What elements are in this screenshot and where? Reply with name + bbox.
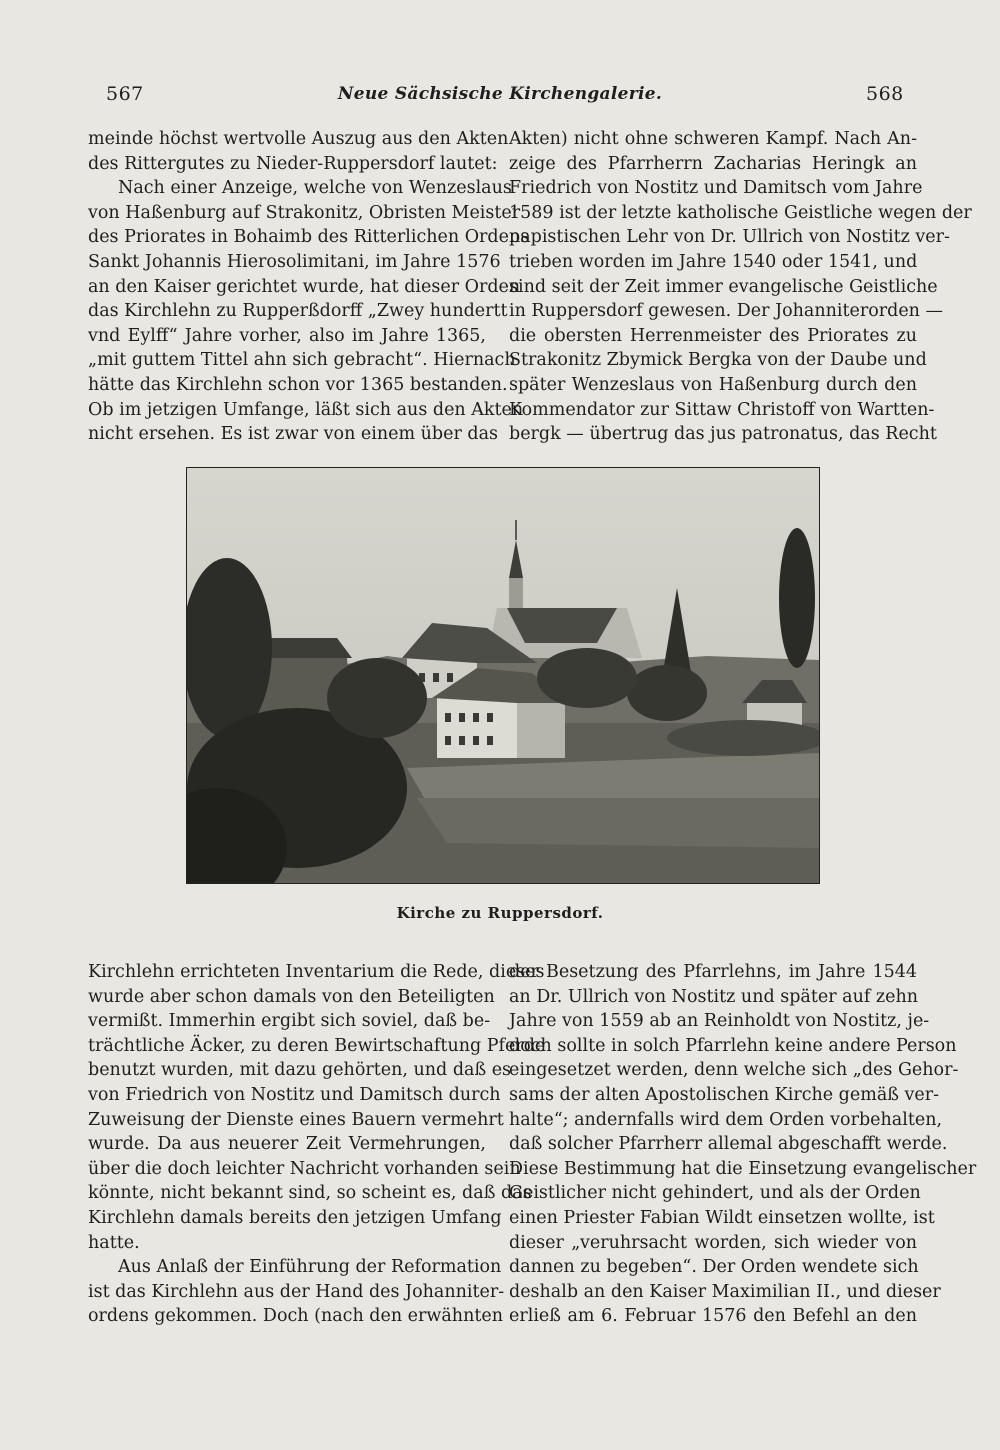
- figure-caption: Kirche zu Ruppersdorf.: [396, 904, 604, 922]
- text-line: der Besetzung des Pfarrlehns, im Jahre 1544: [509, 962, 917, 982]
- text-line: Sankt Johannis Hierosolimitani, im Jahre 1576: [88, 251, 501, 272]
- text-line: deshalb an den Kaiser Maximilian II., und dieser: [509, 1281, 941, 1302]
- text-line: „mit guttem Tittel ahn sich gebracht“. Hiernach: [88, 350, 516, 371]
- text-line: erließ am 6. Februar 1576 den Befehl an den: [509, 1306, 917, 1327]
- text-line: Diese Bestimmung hat die Einsetzung evangelischer: [509, 1158, 977, 1179]
- text-line: wurde aber schon damals von den Beteiligten: [88, 986, 495, 1007]
- page-number-left: 567: [106, 83, 144, 105]
- text-line: nicht ersehen. Es ist zwar von einem über das: [88, 424, 499, 445]
- text-line: ordens gekommen. Doch (nach den erwähnten: [88, 1306, 504, 1327]
- text-line: Kirchlehn damals bereits den jetzigen Umfang: [88, 1207, 502, 1228]
- text-line: Kommendator zur Sittaw Christoff von Wartten-: [509, 399, 935, 420]
- text-line: dannen zu begeben“. Der Orden wendete sich: [509, 1257, 919, 1278]
- text-line: hatte.: [88, 1232, 140, 1253]
- running-head: Neue Sächsische Kirchengalerie.: [337, 84, 663, 104]
- text-line: meinde höchst wertvolle Auszug aus den Akten: [88, 129, 509, 149]
- column-bottom-left: [88, 960, 546, 1329]
- text-line: an Dr. Ullrich von Nostitz und später auf zehn: [509, 986, 919, 1007]
- text-line: Jahre von 1559 ab an Reinholdt von Nostitz, je-: [509, 1011, 930, 1032]
- text-line: halte“; andernfalls wird dem Orden vorbehalten,: [509, 1109, 943, 1130]
- text-line: benutzt wurden, mit dazu gehörten, und daß es: [88, 1060, 512, 1081]
- text-line: wurde. Da aus neuerer Zeit Vermehrungen,: [88, 1134, 486, 1155]
- column-top-right: [509, 127, 972, 447]
- text-line: Akten) nicht ohne schweren Kampf. Nach An-: [509, 129, 917, 149]
- text-line: von Haßenburg auf Strakonitz, Obristen Meister: [88, 202, 521, 223]
- text-line: Strakonitz Zbymick Bergka von der Daube und: [509, 350, 927, 371]
- text-line: vnd Eylff“ Jahre vorher, also im Jahre 1365,: [88, 325, 486, 346]
- text-line: hätte das Kirchlehn schon vor 1365 bestanden.: [88, 374, 508, 395]
- text-line: sams der alten Apostolischen Kirche gemäß ver-: [509, 1084, 940, 1105]
- text-line: papistischen Lehr von Dr. Ullrich von Nostitz ver-: [509, 227, 950, 248]
- text-line: ist das Kirchlehn aus der Hand des Johanniter-: [88, 1281, 505, 1302]
- text-line: des Priorates in Bohaimb des Ritterlichen Ordens: [88, 227, 530, 248]
- text-line: dieser „veruhrsacht worden, sich wieder von: [509, 1232, 917, 1253]
- text-line: zeige des Pfarrherrn Zacharias Heringk an: [509, 153, 917, 174]
- text-line: eingesetzet werden, denn welche sich „des Gehor-: [509, 1060, 959, 1081]
- text-line: vermißt. Immerhin ergibt sich soviel, daß be-: [88, 1011, 491, 1032]
- text-line: 1589 ist der letzte katholische Geistliche wegen der: [509, 202, 972, 223]
- text-line: an den Kaiser gerichtet wurde, hat dieser Orden: [88, 276, 521, 297]
- text-line: bergk — übertrug das jus patronatus, das Recht: [509, 424, 937, 445]
- church-photograph: [186, 467, 820, 884]
- text-line: Friedrich von Nostitz und Damitsch vom Jahre: [509, 178, 923, 199]
- text-line: von Friedrich von Nostitz und Damitsch durch: [88, 1084, 501, 1105]
- text-line: einen Priester Fabian Wildt einsetzen wollte, ist: [509, 1207, 935, 1228]
- text-line: Geistlicher nicht gehindert, und als der Orden: [509, 1183, 921, 1204]
- text-line: Zuweisung der Dienste eines Bauern vermehrt: [88, 1109, 504, 1130]
- text-line: Ob im jetzigen Umfange, läßt sich aus den Akten: [88, 399, 524, 420]
- text-line: später Wenzeslaus von Haßenburg durch den: [509, 374, 917, 395]
- text-line: Aus Anlaß der Einführung der Reformation: [118, 1257, 502, 1278]
- text-line: das Kirchlehn zu Rupperßdorff „Zwey hundertt: [88, 301, 508, 322]
- text-line: Kirchlehn errichteten Inventarium die Rede, dieses: [88, 962, 545, 982]
- text-line: in Ruppersdorf gewesen. Der Johanniterorden —: [509, 301, 944, 322]
- text-line: trächtliche Äcker, zu deren Bewirtschaftung Pferde: [88, 1035, 546, 1056]
- page-number-right: 568: [866, 83, 904, 105]
- text-line: könnte, nicht bekannt sind, so scheint es, daß das: [88, 1183, 532, 1204]
- text-line: daß solcher Pfarrherr allemal abgeschafft werde.: [509, 1134, 948, 1155]
- text-line: über die doch leichter Nachricht vorhanden sein: [88, 1158, 521, 1179]
- text-line: Nach einer Anzeige, welche von Wenzeslaus: [118, 178, 512, 199]
- text-line: trieben worden im Jahre 1540 oder 1541, und: [509, 251, 918, 272]
- text-line: sind seit der Zeit immer evangelische Geistliche: [509, 276, 938, 297]
- text-line: des Rittergutes zu Nieder-Ruppersdorf lautet:: [88, 153, 498, 174]
- text-line: die obersten Herrenmeister des Priorates zu: [509, 325, 917, 346]
- column-bottom-right: [509, 960, 977, 1329]
- text-line: doch sollte in solch Pfarrlehn keine andere Person: [509, 1035, 957, 1056]
- column-top-left: [88, 127, 530, 447]
